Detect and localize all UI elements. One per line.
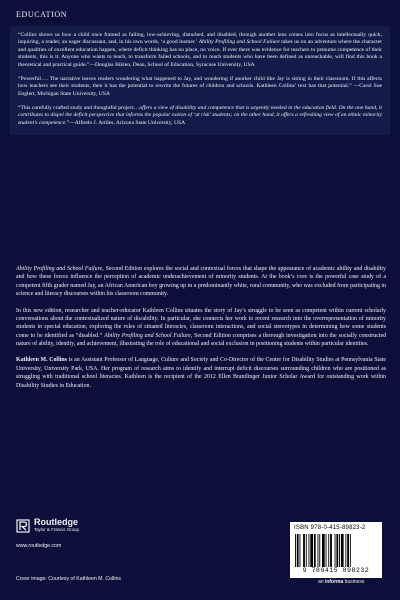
barcode-bar: [322, 534, 325, 567]
publisher-url: www.routledge.com: [16, 543, 62, 549]
barcode-bar: [347, 534, 349, 567]
barcode-bar: [319, 534, 320, 567]
barcode-bar: [314, 534, 316, 567]
barcode-bar: [295, 534, 296, 567]
routledge-logo-icon: [16, 519, 30, 533]
book-title-ref: Ability Profiling and School Failure: [16, 266, 103, 272]
category-label: EDUCATION: [16, 10, 68, 19]
endorsement-artiles: “This carefully crafted study and thoughtful project…offers a view of disability and competence that is urgently needed in the education field. On the one hand, it contributes to dispel the deficit perspective that informs the popular notion of ‘at risk’ students; on the other hand, it offers a refreshing view of an ethnic minority student’s competence.”—Alfredo J. Artiles, Arizona State University, USA: [18, 105, 382, 126]
barcode-bar: [330, 534, 332, 567]
publisher-logo: [16, 518, 79, 533]
barcode-bar: [297, 534, 299, 567]
description-paragraph-2: In this new edition, researcher and teacher-educator Kathleen Collins situates the story of Jay’s struggle to be seen as competent within current scholarly conversations about the contextualized nature of dis/ability. In particular, she connects her work to recent research into the overrepresentation of minority students in special education, exploring the roles of situated literacies, classroom interactions, and social stereotypes in determining how some students come to be identified as “disabled.” Ability Profiling and School Failure, Second Edition comprises a thorough investigation into the socially constructed nature of ability, identity, and achievement, illustrating the role of educational and social exclusion in positioning students within particular identities.: [16, 307, 387, 347]
informa-business-mark: an informa business: [318, 579, 365, 585]
book-description: [16, 265, 386, 398]
barcode-bar: [336, 534, 338, 567]
barcode-bar: [326, 534, 327, 567]
barcode-bar: [303, 534, 305, 567]
book-title-ref: Ability Profiling and School Failure: [198, 39, 280, 46]
barcode-bar: [345, 534, 346, 567]
isbn-label: ISBN 978-0-415-89823-2: [294, 525, 366, 531]
barcode-bar: [309, 534, 310, 567]
endorsements-panel: [10, 26, 390, 135]
author-name: Kathleen M. Collins: [16, 357, 67, 364]
barcode-bar: [310, 534, 313, 567]
publisher-group: Taylor & Francis Group: [34, 527, 79, 532]
barcode-bar: [318, 534, 319, 567]
barcode-bar: [339, 534, 340, 567]
barcode-digits: 9 780415 898232: [302, 567, 370, 574]
barcode-bar: [350, 534, 351, 567]
description-paragraph-1: Ability Profiling and School Failure, Second Edition explores the social and contextual forces that shape the appearance of academic ability and disability and how these forces influence the perception of academic underachievement of minority students. At the book’s core is the powerful case study of a competent fifth grader named Jay, an African American boy growing up in a predominantly white, rural community, who was excluded from participating in science and literacy discourses within his classroom community.: [16, 266, 386, 298]
barcode-bar: [306, 534, 307, 567]
barcode-bar: [341, 534, 344, 567]
barcode-bar: [300, 534, 301, 567]
author-bio: Kathleen M. Collins is an Assistant Professor of Language, Culture and Society and Co-Director of the Center for Disability Studies at Pennsylvania State University, University Park, USA. Her program of research aims to identify and interrupt deficit discourses surrounding children who are positioned as struggling with traditional school literacies. Kathleen is the recipient of the 2012 Ellen Brantlinger Junior Scholar Award for outstanding work within Disability Studies in Education.: [16, 357, 387, 389]
barcode-bar: [335, 534, 336, 567]
barcode-icon: [294, 534, 378, 567]
cover-image-credit: Cover image: Courtesy of Kathleen M. Collins: [16, 576, 121, 582]
cover-footer: [0, 512, 400, 600]
isbn-barcode-block: [290, 522, 382, 578]
barcode-bar: [328, 534, 329, 567]
endorsement-englert: “Powerful…. The narrative leaves readers wondering what happened to Jay, and wondering if another child like Jay is sitting in their classroom. If this affects how teachers see their students, then it has the potential to rewrite the futures of children and schools. Kathleen Collins’ text has that potential.” —Carol Sue Englert, Michigan State University, USA: [18, 75, 382, 97]
publisher-name: Routledge: [34, 517, 78, 527]
book-title-ref: Ability Profiling and School Failure: [104, 332, 191, 339]
endorsement-biklen: “Collins shows us how a child once framed as failing, low-achieving, disturbed, and disabled, through another lens comes into focus as intellectually quick, inquiring, a reader, an eager discussant, and, in his own words, ‘a good learner.’ Ability Profiling and School Failure takes us on an adventure where the character and qualities of excellent education happen, where deficit thinking has no place, no voice. If ever there was evidence for teachers to presume competence of their students, this is it. Anyone who wants to teach, to transform failed schools, and to reach students who have been defined as unreachable, will find this book a theoretical and practical guide.”—Douglas Biklen, Dean, School of Education, Syracuse University, USA: [18, 32, 382, 68]
